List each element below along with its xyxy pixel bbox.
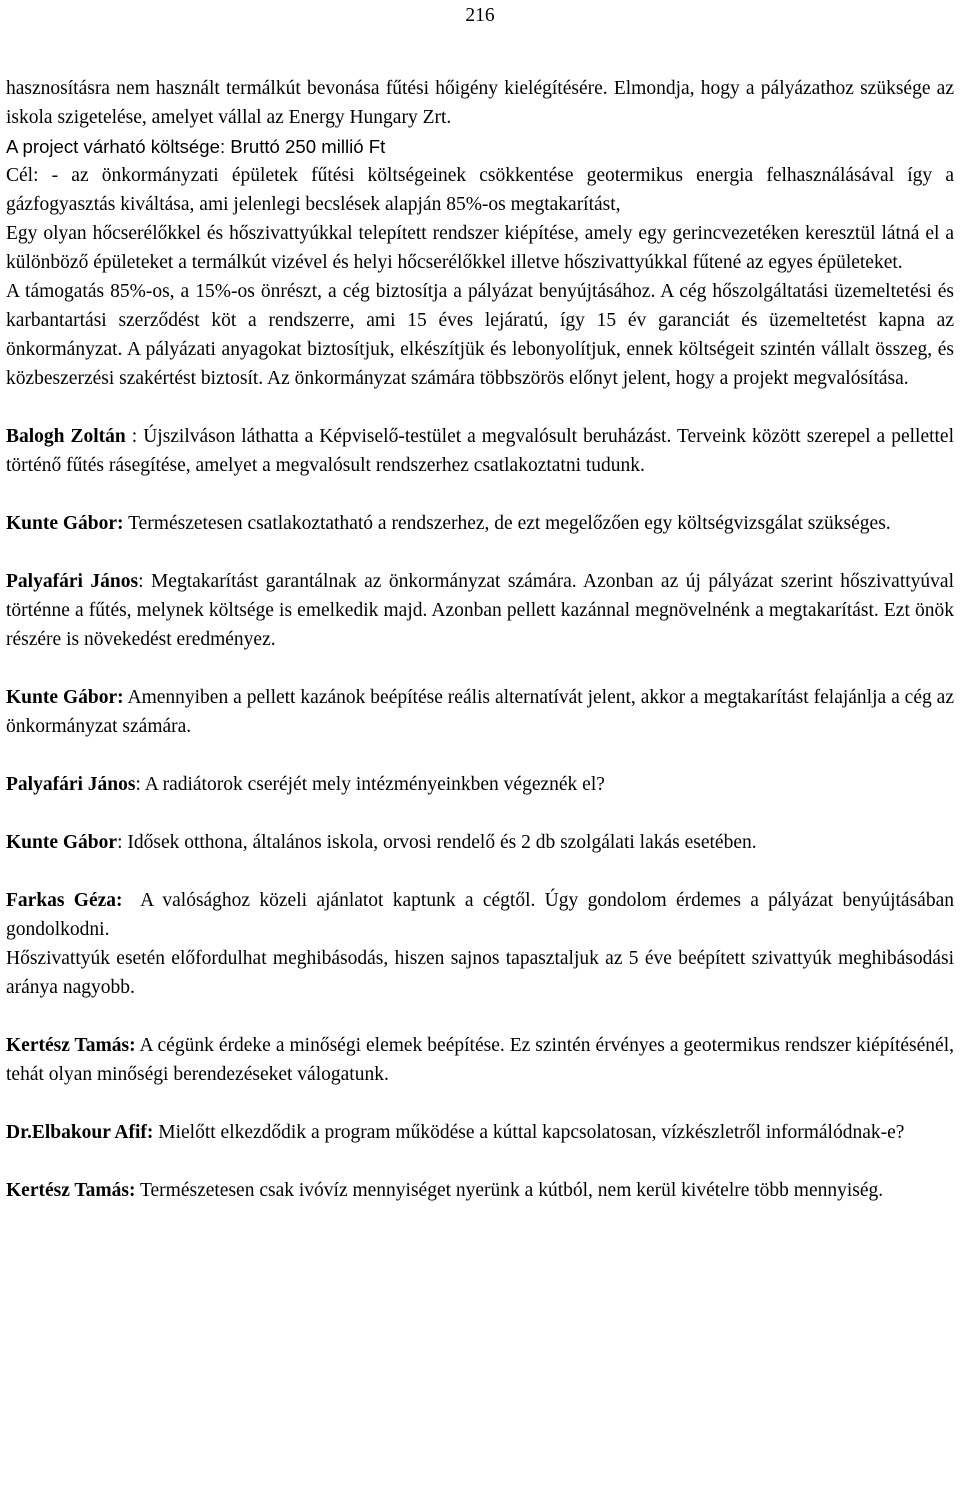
- speaker-name: Dr.Elbakour Afif:: [6, 1122, 154, 1143]
- speech-text: Amennyiben a pellett kazánok beépítése reális alternatívát jelent, akkor a megtakarítást felajánlja a cég az önkormányzat számára.: [6, 687, 954, 737]
- speech-text: A cégünk érdeke a minőségi elemek beépítése. Ez szintén érvényes a geotermikus rendszer kiépítésénél, tehát olyan minőségi berendezéseket válogatunk.: [6, 1035, 954, 1085]
- intro-system-description: Egy olyan hőcserélőkkel és hőszivattyúkkal telepített rendszer kiépítése, amely egy gerincvezetéken keresztül látná el a különböző épületeket a termálkút vizével és helyi hőcserélőkkel illetve hőszivattyúkkal fűtené az egyes épületeket.: [6, 223, 954, 273]
- paragraph-gap: [6, 799, 954, 828]
- speech-text: Mielőtt elkezdődik a program működése a kúttal kapcsolatosan, vízkészletről informálódnak-e?: [158, 1122, 905, 1143]
- intro-support-details: A támogatás 85%-os, a 15%-os önrészt, a cég biztosítja a pályázat benyújtásához. A cég hőszolgáltatási üzemeltetési és karbantartási szerződést köt a rendszerre, ami 15 éves lejáratú, így 15 év garanciát és üzemeltetést kapna az önkormányzat. A pályázati anyagokat biztosítjuk, elkészítjük és lebonyolítjuk, ennek költségeit szintén vállalt összeg, és közbeszerzési szakértést biztosít. Az önkormányzat számára többszörös előnyt jelent, hogy a projekt megvalósítása.: [6, 281, 954, 389]
- speech-text: Természetesen csak ivóvíz mennyiséget nyerünk a kútból, nem kerül kivételre több mennyiség.: [139, 1180, 884, 1201]
- intro-project-cost: A project várható költsége: Bruttó 250 millió Ft: [6, 136, 386, 157]
- speaker-name: Kunte Gábor: [6, 832, 118, 853]
- speech-entry: [6, 509, 954, 538]
- speaker-name: Kunte Gábor:: [6, 687, 124, 708]
- paragraph-gap: [6, 1089, 954, 1118]
- speaker-name: Kertész Tamás:: [6, 1035, 136, 1056]
- speaker-separator: :: [125, 426, 144, 447]
- speaker-name: Farkas Géza:: [6, 890, 123, 911]
- paragraph-gap: [6, 1147, 954, 1176]
- speaker-name: Kunte Gábor:: [6, 513, 124, 534]
- speech-entry: [6, 1031, 954, 1089]
- paragraph-gap: [6, 654, 954, 683]
- speaker-name: Balogh Zoltán: [6, 426, 126, 447]
- speech-text: A radiátorok cseréjét mely intézményeinkben végeznék el?: [144, 774, 605, 795]
- speech-entry: [6, 1118, 954, 1147]
- speech-text: A valósághoz közeli ajánlatot kaptunk a cégtől. Úgy gondolom érdemes a pályázat benyújtásában gondolkodni.: [6, 890, 954, 940]
- speaker-name: Palyafári János: [6, 571, 139, 592]
- speech-continuation: Hőszivattyúk esetén előfordulhat meghibásodás, hiszen sajnos tapasztaljuk az 5 éve beépített szivattyúk meghibásodási aránya nagyobb.: [6, 948, 954, 998]
- speech-entry: [6, 770, 954, 799]
- paragraph-gap: [6, 857, 954, 886]
- paragraph-gap: [6, 393, 954, 422]
- speech-entry: [6, 422, 954, 480]
- speaker-separator: :: [138, 571, 151, 592]
- speaker-separator: :: [135, 774, 145, 795]
- intro-paragraph-1: hasznosításra nem használt termálkút bevonása fűtési hőigény kielégítésére. Elmondja, hogy a pályázathoz szüksége az iskola szigetelése, amelyet vállal az Energy Hungary Zrt.: [6, 78, 954, 128]
- speech-text: Újszilváson láthatta a Képviselő-testület a megvalósult beruházást. Terveink között szerepel a pellettel történő fűtés rásegítése, amelyet a megvalósult rendszerhez csatlakoztatni tudunk.: [6, 426, 955, 476]
- speech-entry: [6, 1176, 954, 1205]
- speech-text: Természetesen csatlakoztatható a rendszerhez, de ezt megelőzően egy költségvizsgálat szükséges.: [128, 513, 891, 534]
- speech-text: Megtakarítást garantálnak az önkormányzat számára. Azonban az új pályázat szerint hőszivattyúval történne a fűtés, melynek költsége is emelkedik majd. Azonban pellett kazánnal megnövelnénk a megtakarítást. Ezt önök részére is növekedést eredményez.: [6, 571, 954, 650]
- speech-entry: [6, 567, 954, 654]
- speech-entry: [6, 683, 954, 741]
- paragraph-gap: [6, 1002, 954, 1031]
- speaker-separator: [123, 890, 141, 911]
- speaker-name: Kertész Tamás:: [6, 1180, 136, 1201]
- paragraph-gap: [6, 480, 954, 509]
- speech-entry: [6, 886, 954, 944]
- speaker-name: Palyafári János: [6, 774, 136, 795]
- paragraph-gap: [6, 741, 954, 770]
- intro-goal: Cél: - az önkormányzati épületek fűtési költségeinek csökkentése geotermikus energia felhasználásával így a gázfogyasztás kiváltása, ami jelenlegi becslések alapján 85%-os megtakarítást,: [6, 165, 954, 215]
- paragraph-gap: [6, 538, 954, 567]
- speaker-separator: :: [117, 832, 128, 853]
- speech-entry: [6, 828, 954, 857]
- speech-text: Idősek otthona, általános iskola, orvosi rendelő és 2 db szolgálati lakás esetében.: [127, 832, 757, 853]
- page-number: 216: [465, 5, 495, 26]
